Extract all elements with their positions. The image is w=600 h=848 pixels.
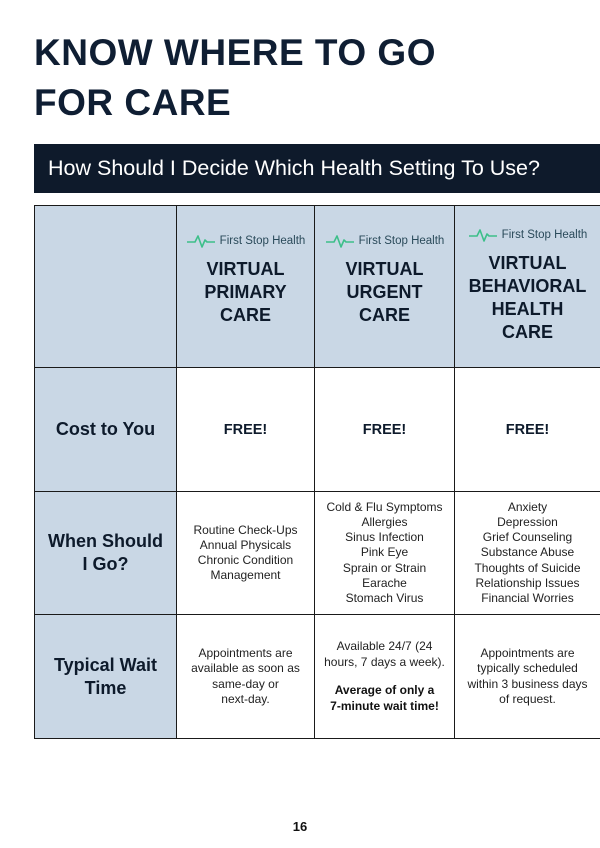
care-option-name-line: BEHAVIORAL xyxy=(468,276,587,296)
care-option-name xyxy=(177,258,314,327)
symptom-item: Grief Counseling xyxy=(482,530,573,545)
brand-name: First Stop Health xyxy=(501,229,588,241)
brand-name: First Stop Health xyxy=(219,234,306,247)
symptom-item: Cold & Flu Symptoms xyxy=(326,499,443,514)
care-option-name-line: URGENT xyxy=(346,281,423,302)
brand-logo xyxy=(315,233,454,249)
row-label-line: Typical Wait xyxy=(53,654,158,675)
wait-text-line: hours, 7 days a week). xyxy=(324,654,445,669)
wait-text-line: same-day or xyxy=(212,676,279,691)
wait-text-line: of request. xyxy=(499,692,556,706)
when-cell-urgent xyxy=(315,492,455,615)
row-label-line: When Should xyxy=(48,531,163,551)
symptom-item: Chronic Condition xyxy=(197,553,294,567)
symptom-item: Relationship Issues xyxy=(475,575,580,590)
row-label-when xyxy=(35,492,177,615)
brand-name: First Stop Health xyxy=(358,234,445,247)
symptom-item: Stomach Virus xyxy=(345,591,424,605)
symptom-item: Management xyxy=(210,568,281,583)
care-option-name xyxy=(455,252,600,344)
symptom-item: Annual Physicals xyxy=(199,537,292,552)
symptom-item: Earache xyxy=(362,575,407,590)
symptom-item: Allergies xyxy=(361,514,408,529)
wait-highlight-line: 7-minute wait time! xyxy=(330,699,439,713)
header-blank-cell xyxy=(35,206,177,368)
care-option-name-line: VIRTUAL xyxy=(345,258,424,279)
wait-text-line: available as soon as xyxy=(191,661,300,675)
heartbeat-icon xyxy=(468,227,498,243)
care-option-name-line: CARE xyxy=(358,304,410,325)
table-row-wait xyxy=(35,615,600,739)
care-option-name-line: PRIMARY xyxy=(204,281,287,302)
heartbeat-icon xyxy=(325,233,355,249)
wait-cell-behavioral xyxy=(455,615,600,739)
cost-value: FREE! xyxy=(455,368,600,492)
page-title xyxy=(34,28,436,128)
cost-value: FREE! xyxy=(177,368,315,492)
row-label-cost xyxy=(35,368,177,492)
wait-text-line: within 3 business days xyxy=(467,676,588,691)
symptom-item: Thoughts of Suicide xyxy=(474,560,581,575)
care-option-name xyxy=(315,258,454,327)
wait-text-line: Appointments are xyxy=(198,645,293,660)
symptom-item: Financial Worries xyxy=(481,591,574,605)
cost-value: FREE! xyxy=(315,368,455,492)
care-option-name-line: HEALTH xyxy=(491,299,564,319)
wait-text-line: Appointments are xyxy=(480,645,575,660)
symptom-item: Sinus Infection xyxy=(345,530,424,545)
care-option-name-line: VIRTUAL xyxy=(206,258,285,279)
care-option-name-line: CARE xyxy=(219,304,271,325)
wait-text-line: typically scheduled xyxy=(477,661,578,675)
symptom-item: Depression xyxy=(497,514,558,529)
symptom-item: Routine Check-Ups xyxy=(193,522,298,537)
table-row-cost xyxy=(35,368,600,492)
wait-highlight-line: Average of only a xyxy=(334,683,435,697)
care-option-name-line: CARE xyxy=(501,322,553,342)
row-label-line: Time xyxy=(84,677,127,698)
brand-logo xyxy=(455,227,600,243)
wait-cell-urgent xyxy=(315,615,455,739)
header-cell-behavioral xyxy=(455,206,600,368)
heartbeat-icon xyxy=(186,233,216,249)
row-label-wait xyxy=(35,615,177,739)
symptom-item: Substance Abuse xyxy=(480,545,575,560)
row-label-line: I Go? xyxy=(82,554,129,574)
table-header-row xyxy=(35,206,600,368)
header-cell-urgent xyxy=(315,206,455,368)
wait-text-line: Available 24/7 (24 xyxy=(336,639,433,653)
page-title-line: FOR CARE xyxy=(34,82,232,123)
symptom-item: Pink Eye xyxy=(360,545,409,560)
when-cell-primary xyxy=(177,492,315,615)
when-cell-behavioral xyxy=(455,492,600,615)
wait-text-line: next-day. xyxy=(221,692,270,706)
symptom-item: Sprain or Strain xyxy=(342,560,427,575)
question-banner: How Should I Decide Which Health Setting To Use? xyxy=(34,144,600,193)
care-option-name-line: VIRTUAL xyxy=(488,253,567,273)
symptom-item: Anxiety xyxy=(507,499,548,514)
header-cell-primary xyxy=(177,206,315,368)
row-label-line: Cost to You xyxy=(55,419,156,439)
care-comparison-table xyxy=(34,205,600,739)
brand-logo xyxy=(177,233,314,249)
page-title-line: KNOW WHERE TO GO xyxy=(34,32,436,73)
wait-cell-primary xyxy=(177,615,315,739)
page-number: 16 xyxy=(292,819,308,834)
table-row-when xyxy=(35,492,600,615)
